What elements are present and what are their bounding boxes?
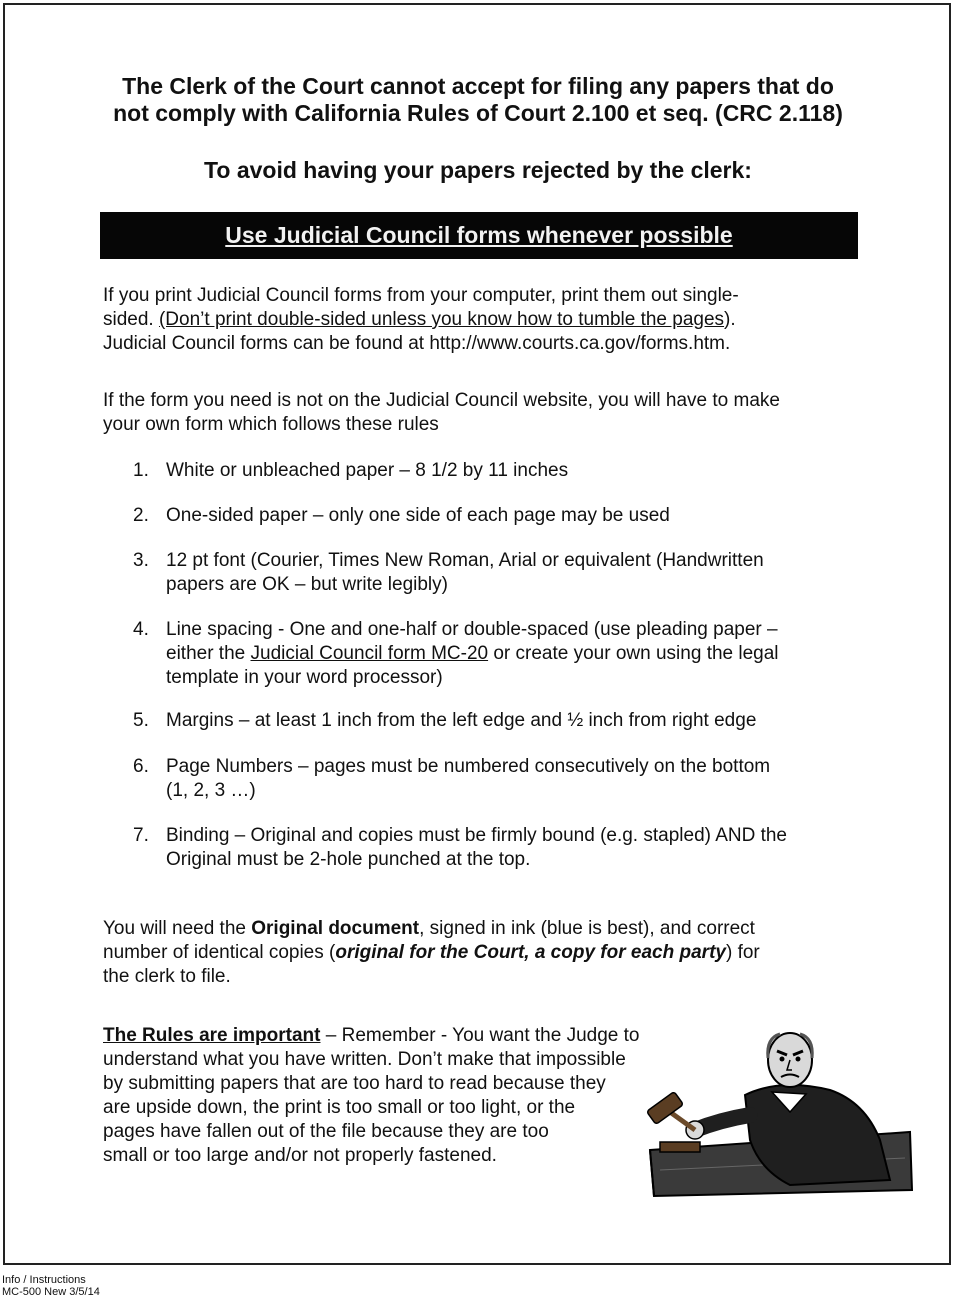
list-number: 1. [133, 460, 149, 481]
own-form-line-1: If the form you need is not on the Judicial Council website, you will have to make [103, 390, 780, 411]
print-instructions-punct: ). [724, 309, 736, 330]
original-document-line-2 [103, 941, 760, 965]
mc20-form-link[interactable]: Judicial Council form MC-20 [250, 643, 489, 664]
list-text-part: or create your own using the legal [488, 643, 779, 664]
text-part: You will need the [103, 918, 252, 939]
notice-subtitle: To avoid having your papers rejected by the clerk: [204, 157, 752, 183]
rules-important-line-4: are upside down, the print is too small or too light, or the [103, 1097, 576, 1118]
footer-line-1: Info / Instructions [2, 1274, 86, 1286]
original-document-emphasis: Original document [251, 918, 420, 939]
rules-important-line-6: small or too large and/or not properly fastened. [103, 1145, 497, 1166]
double-sided-note: (Don’t print double-sided unless you know how to tumble the pages [158, 309, 725, 330]
rules-important-line-5: pages have fallen out of the file because they are too [103, 1121, 549, 1142]
print-instructions-text: sided. [103, 309, 159, 330]
list-text: Original must be 2-hole punched at the top. [166, 849, 531, 870]
rules-important-line-2: understand what you have written. Don’t make that impossible [103, 1049, 626, 1070]
original-document-line-3: the clerk to file. [103, 966, 231, 987]
list-text: Page Numbers – pages must be numbered consecutively on the bottom [166, 756, 771, 777]
list-text [166, 642, 886, 666]
list-text: Margins – at least 1 inch from the left edge and ½ inch from right edge [166, 710, 757, 731]
list-text: papers are OK – but write legibly) [166, 574, 448, 595]
list-text-part: either the [166, 643, 251, 664]
list-number: 6. [133, 756, 149, 777]
notice-heading-line-2: not comply with California Rules of Court 2.100 et seq. (CRC 2.118) [113, 100, 843, 126]
text-part: number of identical copies ( [103, 942, 336, 963]
rules-important-line-1 [103, 1024, 639, 1048]
list-text: template in your word processor) [166, 667, 443, 688]
list-number: 7. [133, 825, 149, 846]
footer-form-number: MC-500 New 3/5/14 [2, 1286, 100, 1298]
forms-banner: Use Judicial Council forms whenever possible [100, 212, 858, 259]
original-document-line-1 [103, 917, 755, 941]
text-part: , signed in ink (blue is best), and correct [419, 918, 755, 939]
list-text: Line spacing - One and one-half or double-spaced (use pleading paper – [166, 619, 778, 640]
list-number: 5. [133, 710, 149, 731]
rules-important-line-3: by submitting papers that are too hard to read because they [103, 1073, 606, 1094]
own-form-line-2: your own form which follows these rules [103, 414, 439, 435]
list-text: (1, 2, 3 …) [166, 780, 256, 801]
list-text: White or unbleached paper – 8 1/2 by 11 inches [166, 460, 569, 481]
list-text: Binding – Original and copies must be firmly bound (e.g. stapled) AND the [166, 825, 787, 846]
copies-emphasis: original for the Court, a copy for each party [335, 942, 726, 963]
text-part: – Remember - You want the Judge to [320, 1025, 640, 1046]
notice-heading-line-1: The Clerk of the Court cannot accept for filing any papers that do [122, 73, 834, 99]
list-text: 12 pt font (Courier, Times New Roman, Arial or equivalent (Handwritten [166, 550, 764, 571]
list-text: One-sided paper – only one side of each page may be used [166, 505, 670, 526]
list-number: 4. [133, 619, 149, 640]
list-number: 2. [133, 505, 149, 526]
judge-with-gavel-icon [640, 1020, 920, 1200]
rules-important-heading: The Rules are important [103, 1025, 321, 1046]
print-instructions-line-1: If you print Judicial Council forms from your computer, print them out single- [103, 285, 739, 306]
forms-url-line[interactable]: Judicial Council forms can be found at http://www.courts.ca.gov/forms.htm. [103, 333, 731, 354]
print-instructions-line-2 [103, 308, 736, 332]
text-part: ) for [725, 942, 760, 963]
list-number: 3. [133, 550, 149, 571]
